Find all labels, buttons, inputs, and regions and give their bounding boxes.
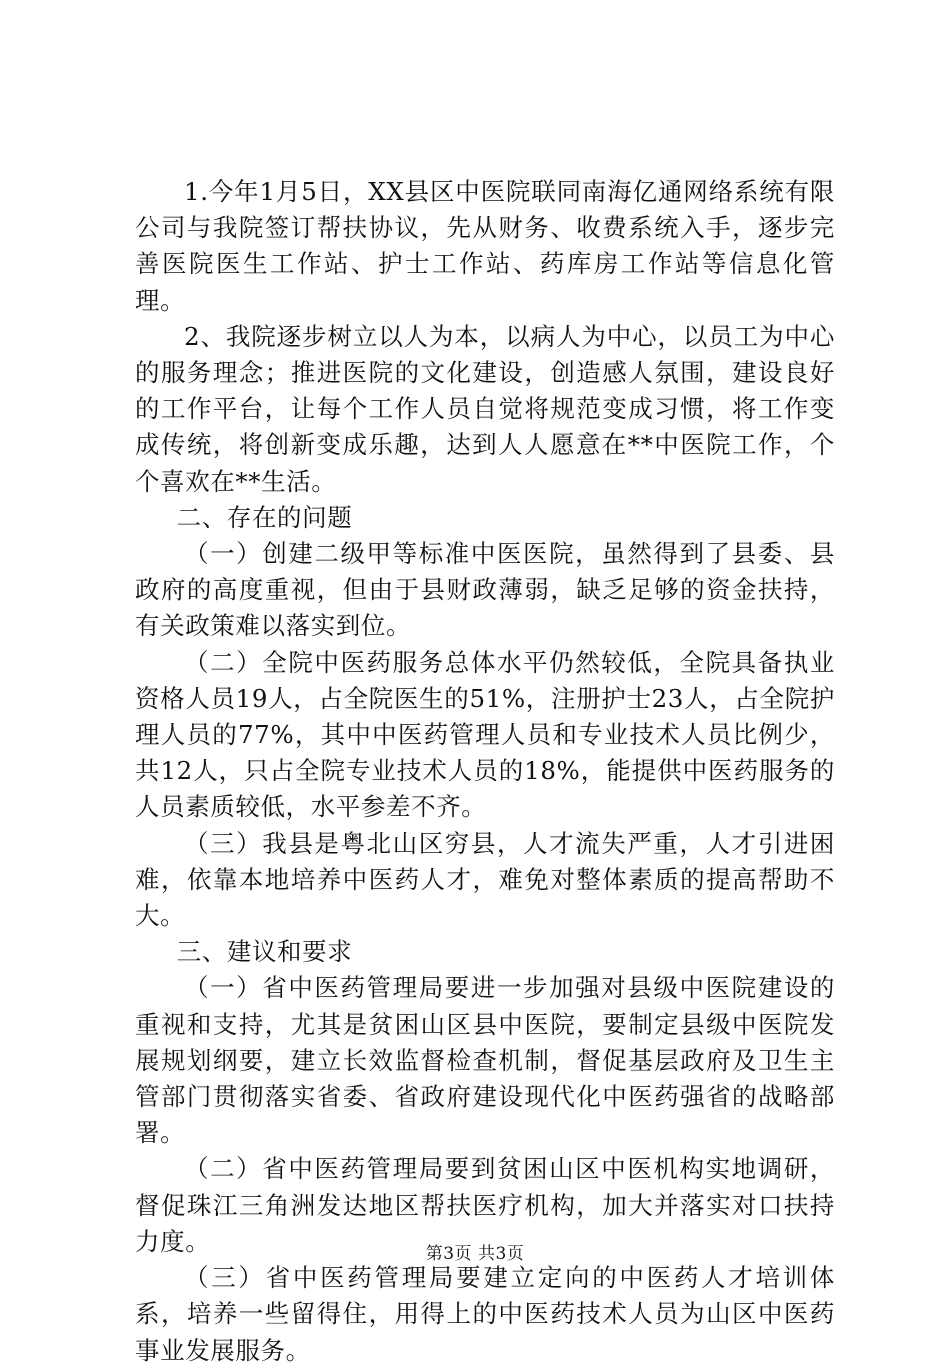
paragraph-suggestion-research: （二）省中医药管理局要到贫困山区中医机构实地调研，督促珠江三角洲发达地区帮扶医疗机构，加大并落实对口扶持力度。 bbox=[135, 1154, 835, 1256]
section-heading-problems: 二、存在的问题 bbox=[176, 502, 353, 532]
paragraph-suggestion-support: （一）省中医药管理局要进一步加强对县级中医院建设的重视和支持，尤其是贫困山区县中医院，要制定县级中医院发展规划纲要，建立长效监督检查机制，督促基层政府及卫生主管部门贯彻落实省委、省政府建设现代化中医药强省的战略部署。 bbox=[135, 973, 835, 1148]
paragraph-problem-funding: （一）创建二级甲等标准中医医院，虽然得到了县委、县政府的高度重视，但由于县财政薄弱，缺乏足够的资金扶持，有关政策难以落实到位。 bbox=[135, 539, 835, 641]
paragraph-problem-service-level: （二）全院中医药服务总体水平仍然较低，全院具备执业资格人员19人，占全院医生的51%，注册护士23人，占全院护理人员的77%，其中中医药管理人员和专业技术人员比例少，共12人，只占全院专业技术人员的18%，能提供中医药服务的人员素质较低，水平参差不齐。 bbox=[135, 647, 835, 822]
document-body bbox=[135, 174, 835, 1369]
paragraph-service-concept: 2、我院逐步树立以人为本，以病人为中心，以员工为中心的服务理念；推进医院的文化建设，创造感人氛围，建设良好的工作平台，让每个工作人员自觉将规范变成习惯，将工作变成传统，将创新变成乐趣，达到人人愿意在**中医院工作，个个喜欢在**生活。 bbox=[135, 321, 835, 496]
paragraph-network-agreement: 1.今年1月5日，XX县区中医院联同南海亿通网络系统有限公司与我院签订帮扶协议，先从财务、收费系统入手，逐步完善医院医生工作站、护士工作站、药库房工作站等信息化管理。 bbox=[135, 177, 835, 315]
page-number-footer: 第3页 共3页 bbox=[425, 1244, 525, 1264]
paragraph-problem-talent: （三）我县是粤北山区穷县，人才流失严重，人才引进困难，依靠本地培养中医药人才，难免对整体素质的提高帮助不大。 bbox=[135, 828, 835, 931]
paragraph-suggestion-training: （三）省中医药管理局要建立定向的中医药人才培训体系，培养一些留得住，用得上的中医药技术人员为山区中医药事业发展服务。 bbox=[135, 1263, 835, 1365]
section-heading-suggestions: 三、建议和要求 bbox=[176, 937, 353, 967]
